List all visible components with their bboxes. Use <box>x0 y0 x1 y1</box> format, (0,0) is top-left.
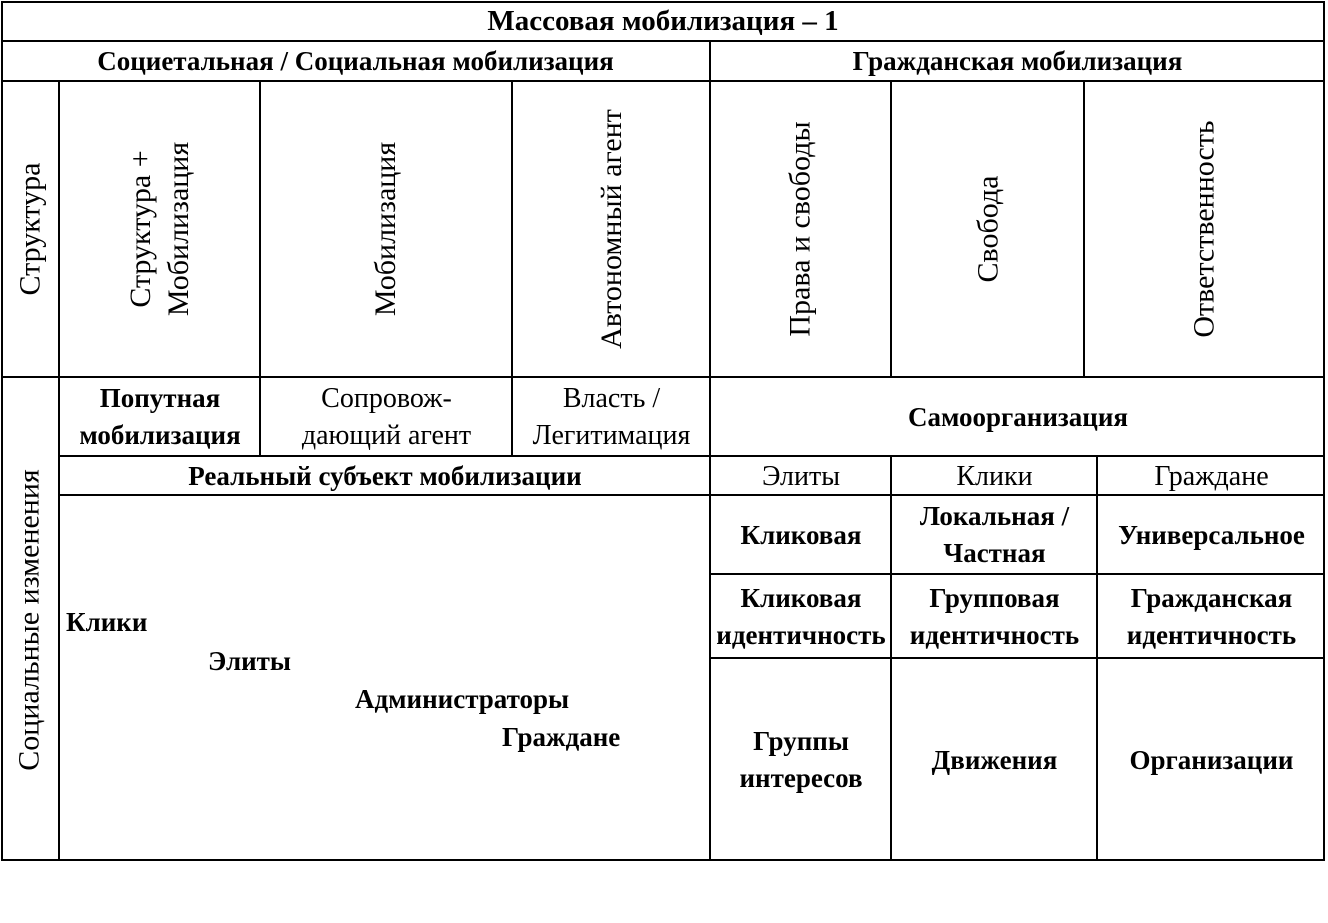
civil-grid-cell: Универсальное <box>1118 519 1305 550</box>
civil-grid-cell: Движения <box>931 744 1058 775</box>
civil-column-header: Элиты <box>761 460 841 492</box>
civil-grid-cell: Групповая идентичность <box>909 582 1080 650</box>
structure-cell-text: Мобилизация <box>369 141 403 317</box>
table-title: Массовая мобилизация – 1 <box>487 4 839 37</box>
structure-cell-text: Ответственность <box>1187 120 1221 338</box>
structure-cell <box>1085 81 1325 377</box>
societal-header: Социетальная / Социальная мобилизация <box>97 45 614 76</box>
mobilization-type-cell: Сопровож- дающий агент <box>301 383 472 451</box>
civil-grid-cell: Группы интересов <box>739 726 863 793</box>
mobilization-type-cell: Власть / Легитимация <box>532 383 691 451</box>
row-label-social-change-text: Социальные изменения <box>13 468 46 771</box>
mobilization-type-cell: Попутная мобилизация <box>79 383 241 450</box>
structure-cell-text: Автономный агент <box>594 109 628 349</box>
subject-item: Клики <box>66 607 148 637</box>
subject-item: Администраторы <box>355 684 570 714</box>
structure-cell <box>261 81 512 377</box>
self-organization-cell: Самоорганизация <box>908 401 1128 432</box>
structure-cell-text: Свобода <box>970 175 1004 283</box>
structure-cell <box>711 81 891 377</box>
structure-cell <box>513 81 710 377</box>
structure-cell-text: Структура + Мобилизация <box>123 141 195 317</box>
real-subject-header: Реальный субъект мобилизации <box>188 460 582 491</box>
civil-grid-cell: Гражданская идентичность <box>1126 582 1297 650</box>
structure-cell-text: Права и свободы <box>784 121 817 337</box>
civil-column-header: Граждане <box>1154 460 1269 492</box>
subject-item: Элиты <box>208 646 292 676</box>
civil-grid-cell: Кликовая <box>740 519 862 550</box>
row-label-social-change <box>1 377 59 862</box>
civil-grid-cell: Локальная / Частная <box>919 501 1070 568</box>
structure-cell <box>892 81 1084 377</box>
civil-grid-cell: Организации <box>1129 744 1294 775</box>
row-label-structure-text: Структура <box>13 162 46 296</box>
civil-header: Гражданская мобилизация <box>852 45 1183 76</box>
subject-item: Граждане <box>502 722 621 752</box>
structure-cell <box>60 81 260 377</box>
civil-grid-cell: Кликовая идентичность <box>716 582 886 650</box>
row-label-structure <box>1 81 59 377</box>
civil-column-header: Клики <box>956 460 1033 492</box>
